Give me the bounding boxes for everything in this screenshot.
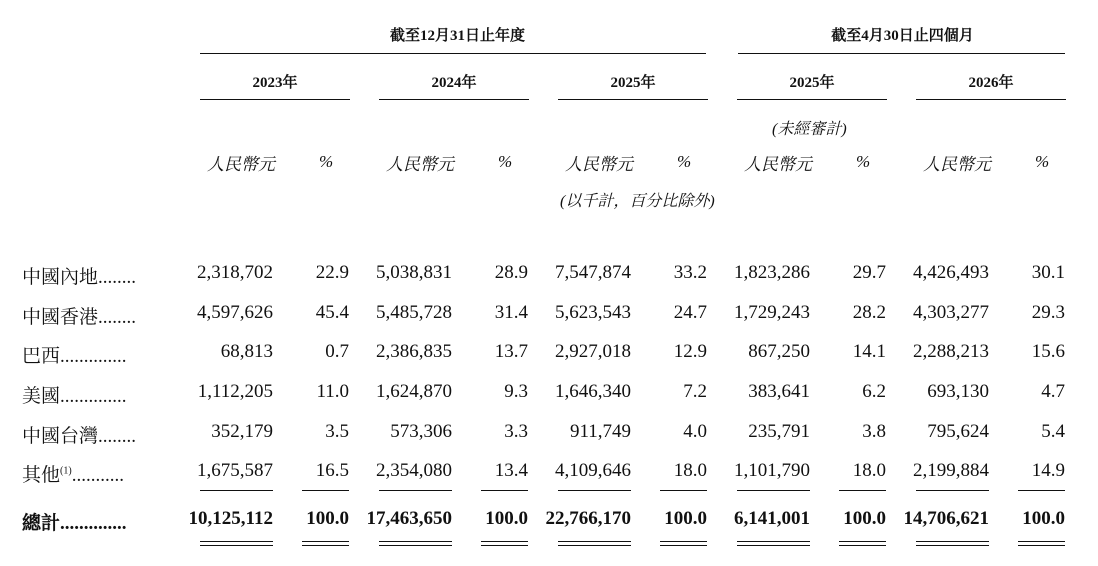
subtotal-rule-2: [379, 490, 452, 491]
row1-val7: 28.2: [852, 302, 886, 323]
unit-pct-2026-4m: %: [1035, 152, 1050, 171]
row1-val3: 31.4: [494, 302, 528, 323]
total-val9: 100.0: [1022, 508, 1065, 529]
unit-rmb-2025: 人民幣元: [565, 155, 633, 174]
row3-val0: 1,112,205: [197, 381, 273, 402]
subtotal-rule-7: [839, 490, 886, 491]
total-rule-4a: [558, 541, 631, 542]
row4-val1: 3.5: [325, 421, 349, 442]
row2-val7: 14.1: [852, 341, 886, 362]
total-val0: 10,125,112: [188, 508, 273, 529]
row3-val7: 6.2: [862, 381, 886, 402]
row5-val9: 14.9: [1031, 460, 1065, 481]
row-label-usa: 美國..............: [22, 386, 127, 407]
subtotal-rule-8: [916, 490, 989, 491]
row3-val6: 383,641: [748, 381, 810, 402]
row1-val0: 4,597,626: [197, 302, 273, 323]
header-four-months-rule: [738, 53, 1065, 54]
total-rule-2a: [379, 541, 452, 542]
unit-rmb-2024: 人民幣元: [386, 155, 454, 174]
row5-val4: 4,109,646: [555, 460, 631, 481]
total-rule-9b: [1018, 545, 1065, 546]
unaudited-note: (未經審計): [772, 121, 847, 138]
year-2024-rule: [379, 99, 529, 100]
row4-val0: 352,179: [211, 421, 273, 442]
row3-val8: 693,130: [927, 381, 989, 402]
row5-val3: 13.4: [494, 460, 528, 481]
row1-val1: 45.4: [315, 302, 349, 323]
row4-val8: 795,624: [927, 421, 989, 442]
year-2025-4m: 2025年: [789, 75, 835, 91]
year-2023-rule: [200, 99, 350, 100]
row3-val3: 9.3: [504, 381, 528, 402]
subtotal-rule-5: [660, 490, 707, 491]
total-rule-7b: [839, 545, 886, 546]
row1-val9: 29.3: [1031, 302, 1065, 323]
subtotal-rule-6: [737, 490, 810, 491]
header-fiscal-years: 截至12月31日止年度: [390, 28, 526, 44]
row5-val7: 18.0: [852, 460, 886, 481]
total-rule-5a: [660, 541, 707, 542]
total-rule-1a: [302, 541, 349, 542]
row0-val7: 29.7: [852, 262, 886, 283]
total-rule-8b: [916, 545, 989, 546]
year-2025-4m-rule: [737, 99, 887, 100]
row4-val4: 911,749: [569, 421, 631, 442]
subtotal-rule-9: [1018, 490, 1065, 491]
row1-val8: 4,303,277: [913, 302, 989, 323]
unit-rmb-2023: 人民幣元: [207, 155, 275, 174]
row-label-mainland-china: 中國內地........: [22, 267, 137, 288]
total-rule-7a: [839, 541, 886, 542]
row0-val9: 30.1: [1031, 262, 1065, 283]
unit-rmb-2026-4m: 人民幣元: [923, 155, 991, 174]
total-rule-0b: [200, 545, 273, 546]
row5-val8: 2,199,884: [913, 460, 989, 481]
unit-pct-2025-4m: %: [856, 152, 871, 171]
row2-val5: 12.9: [673, 341, 707, 362]
footnote-marker: (1): [60, 465, 72, 477]
row2-val4: 2,927,018: [555, 341, 631, 362]
row4-val2: 573,306: [390, 421, 452, 442]
row0-val5: 33.2: [673, 262, 707, 283]
row3-val9: 4.7: [1041, 381, 1065, 402]
row0-val3: 28.9: [494, 262, 528, 283]
year-2026-4m: 2026年: [968, 75, 1014, 91]
row1-val2: 5,485,728: [376, 302, 452, 323]
row0-val6: 1,823,286: [734, 262, 810, 283]
row2-val2: 2,386,835: [376, 341, 452, 362]
row3-val4: 1,646,340: [555, 381, 631, 402]
total-rule-9a: [1018, 541, 1065, 542]
total-val5: 100.0: [664, 508, 707, 529]
unit-rmb-2025-4m: 人民幣元: [744, 155, 812, 174]
row0-val1: 22.9: [315, 262, 349, 283]
total-rule-4b: [558, 545, 631, 546]
total-val3: 100.0: [485, 508, 528, 529]
row4-val5: 4.0: [683, 421, 707, 442]
row4-val9: 5.4: [1041, 421, 1065, 442]
year-2024: 2024年: [431, 75, 477, 91]
row0-val0: 2,318,702: [197, 262, 273, 283]
total-val8: 14,706,621: [903, 508, 989, 529]
subtotal-rule-3: [481, 490, 528, 491]
row2-val0: 68,813: [220, 341, 273, 362]
total-val7: 100.0: [843, 508, 886, 529]
subtotal-rule-4: [558, 490, 631, 491]
row2-val6: 867,250: [748, 341, 810, 362]
row-label-others: 其他$^{(1)}$...........: [22, 465, 124, 486]
year-2025-rule: [558, 99, 708, 100]
row3-val5: 7.2: [683, 381, 707, 402]
row4-val6: 235,791: [748, 421, 810, 442]
row0-val4: 7,547,874: [555, 262, 631, 283]
row0-val2: 5,038,831: [376, 262, 452, 283]
row4-val7: 3.8: [862, 421, 886, 442]
total-rule-6a: [737, 541, 810, 542]
year-2023: 2023年: [252, 75, 298, 91]
row5-val5: 18.0: [673, 460, 707, 481]
total-val4: 22,766,170: [545, 508, 631, 529]
header-fiscal-rule: [200, 53, 706, 54]
header-four-months: 截至4月30日止四個月: [831, 28, 974, 44]
row5-val2: 2,354,080: [376, 460, 452, 481]
total-rule-6b: [737, 545, 810, 546]
row0-val8: 4,426,493: [913, 262, 989, 283]
total-rule-3a: [481, 541, 528, 542]
row-label-brazil: 巴西..............: [22, 346, 127, 367]
total-rule-1b: [302, 545, 349, 546]
year-2026-4m-rule: [916, 99, 1066, 100]
year-2025: 2025年: [610, 75, 656, 91]
total-rule-2b: [379, 545, 452, 546]
total-rule-0a: [200, 541, 273, 542]
total-val2: 17,463,650: [366, 508, 452, 529]
row1-val5: 24.7: [673, 302, 707, 323]
subtotal-rule-0: [200, 490, 273, 491]
row-label-taiwan: 中國台灣........: [22, 426, 137, 447]
row5-val0: 1,675,587: [197, 460, 273, 481]
row2-val1: 0.7: [325, 341, 349, 362]
unit-pct-2023: %: [319, 152, 334, 171]
unit-note: (以千計，百分比除外): [560, 193, 715, 210]
row1-val4: 5,623,543: [555, 302, 631, 323]
row-label-hong-kong: 中國香港........: [22, 307, 137, 328]
row3-val2: 1,624,870: [376, 381, 452, 402]
row3-val1: 11.0: [316, 381, 349, 402]
total-val6: 6,141,001: [734, 508, 810, 529]
row5-val1: 16.5: [315, 460, 349, 481]
row2-val3: 13.7: [494, 341, 528, 362]
row-label-total: 總計..............: [22, 513, 127, 534]
row5-val6: 1,101,790: [734, 460, 810, 481]
total-val1: 100.0: [306, 508, 349, 529]
total-rule-3b: [481, 545, 528, 546]
row2-val8: 2,288,213: [913, 341, 989, 362]
unit-pct-2025: %: [677, 152, 692, 171]
subtotal-rule-1: [302, 490, 349, 491]
total-rule-8a: [916, 541, 989, 542]
row2-val9: 15.6: [1031, 341, 1065, 362]
row4-val3: 3.3: [504, 421, 528, 442]
total-rule-5b: [660, 545, 707, 546]
unit-pct-2024: %: [498, 152, 513, 171]
row1-val6: 1,729,243: [734, 302, 810, 323]
